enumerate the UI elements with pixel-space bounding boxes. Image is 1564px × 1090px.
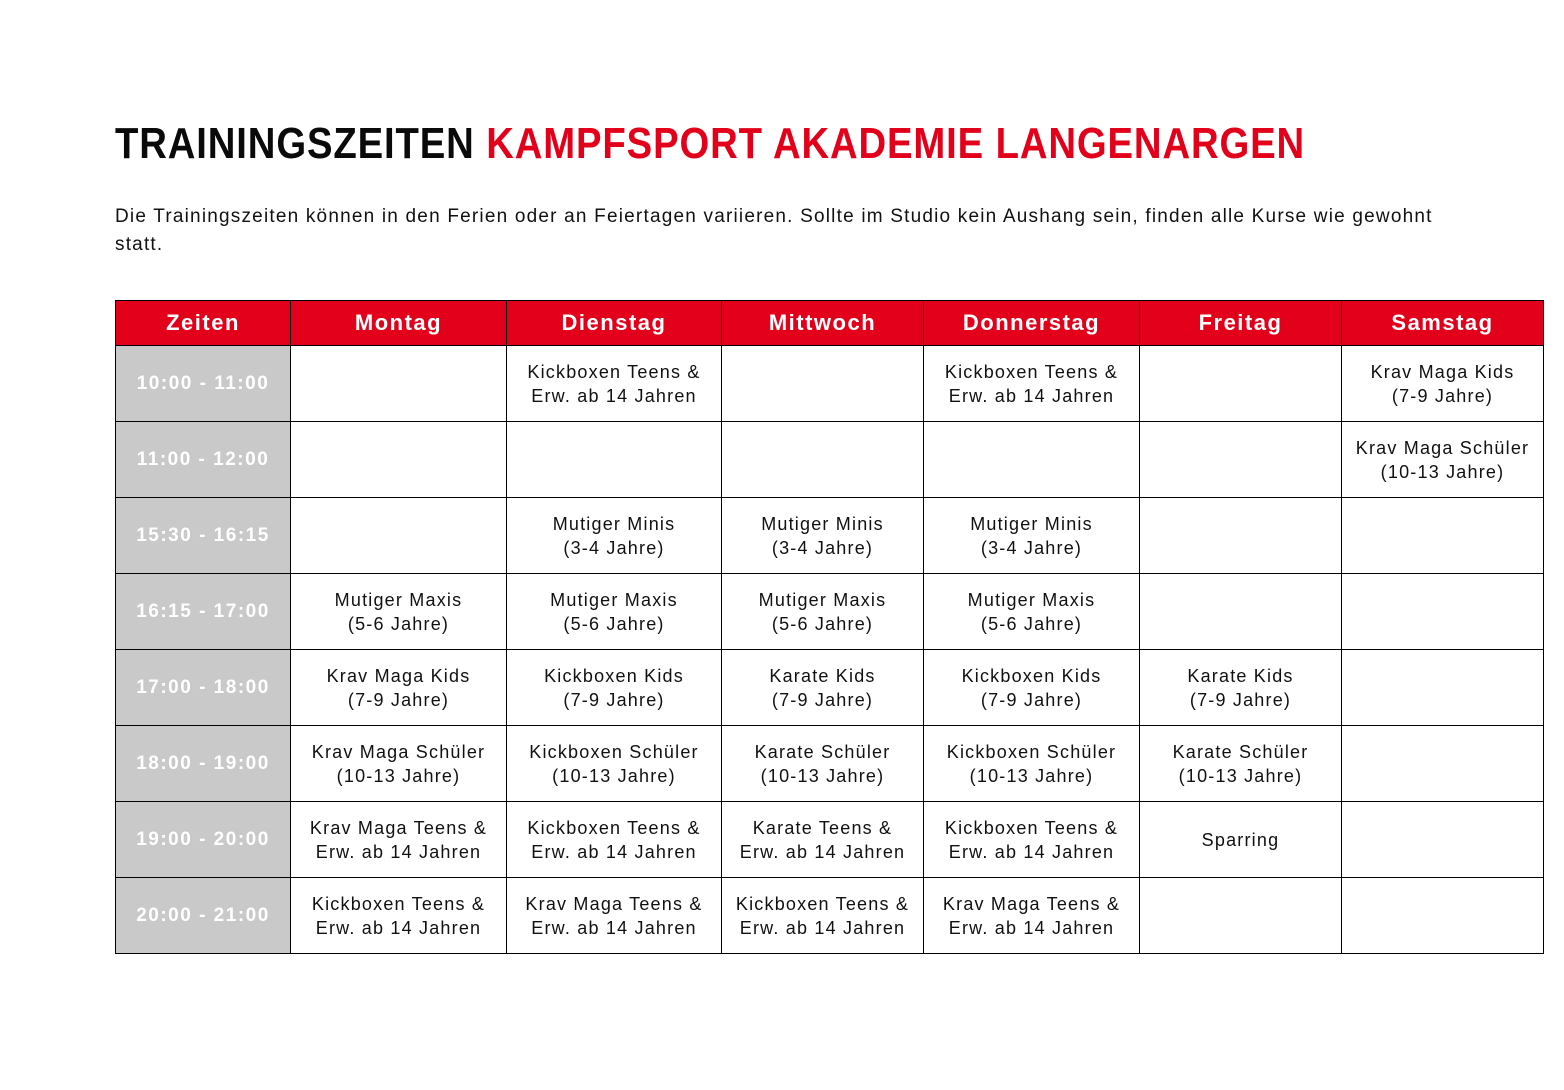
table-row [116, 802, 1544, 878]
class-line: (10-13 Jahre) [336, 765, 461, 786]
class-cell-donnerstag [924, 650, 1140, 726]
time-slot: 16:15 - 17:00 [116, 574, 291, 650]
class-line: Mutiger Minis [970, 513, 1093, 534]
class-cell-mittwoch [722, 802, 924, 878]
class-cell-samstag [1342, 802, 1544, 878]
class-line: Erw. ab 14 Jahren [948, 841, 1115, 862]
class-cell-montag [291, 650, 507, 726]
class-line: Sparring [1201, 829, 1280, 850]
class-cell-samstag [1342, 574, 1544, 650]
header-zeiten: Zeiten [116, 301, 291, 346]
table-row [116, 422, 1544, 498]
class-line: (10-13 Jahre) [552, 765, 676, 786]
class-cell-donnerstag [924, 498, 1140, 574]
class-line: Krav Maga Teens & [942, 893, 1121, 914]
class-cell-freitag [1140, 346, 1342, 422]
class-line: Erw. ab 14 Jahren [948, 917, 1115, 938]
class-line: (10-13 Jahre) [760, 765, 885, 786]
class-line: Karate Schüler [1172, 741, 1309, 762]
class-line: Kickboxen Kids [961, 665, 1102, 686]
schedule-table [115, 300, 1544, 954]
header-montag: Montag [291, 301, 507, 346]
class-line: Kickboxen Schüler [529, 741, 699, 762]
class-cell-dienstag [507, 878, 722, 954]
page-title-academy: KAMPFSPORT AKADEMIE LANGENARGEN [486, 119, 1306, 168]
class-cell-freitag [1140, 726, 1342, 802]
class-cell-dienstag [507, 802, 722, 878]
header-freitag: Freitag [1140, 301, 1342, 346]
class-cell-donnerstag [924, 878, 1140, 954]
class-cell-freitag [1140, 650, 1342, 726]
class-cell-dienstag [507, 498, 722, 574]
class-line: (7-9 Jahre) [771, 689, 874, 710]
class-cell-montag [291, 574, 507, 650]
class-line: Erw. ab 14 Jahren [739, 841, 906, 862]
schedule-header [116, 301, 1544, 346]
class-line: Kickboxen Teens & [735, 893, 910, 914]
class-cell-montag [291, 878, 507, 954]
class-line: Mutiger Maxis [334, 589, 463, 610]
class-cell-montag [291, 346, 507, 422]
class-cell-mittwoch [722, 346, 924, 422]
header-row [116, 301, 1544, 346]
class-cell-donnerstag [924, 574, 1140, 650]
class-cell-mittwoch [722, 574, 924, 650]
class-cell-samstag [1342, 498, 1544, 574]
class-line: Mutiger Maxis [967, 589, 1096, 610]
class-line: Krav Maga Schüler [311, 741, 486, 762]
class-line: Karate Schüler [754, 741, 891, 762]
class-line: (5-6 Jahre) [980, 613, 1083, 634]
class-line: Mutiger Maxis [758, 589, 887, 610]
class-cell-freitag [1140, 422, 1342, 498]
class-line: Erw. ab 14 Jahren [531, 917, 697, 938]
class-line: Krav Maga Kids [1370, 361, 1515, 382]
class-line: Krav Maga Teens & [309, 817, 488, 838]
class-cell-samstag [1342, 878, 1544, 954]
class-cell-donnerstag [924, 726, 1140, 802]
class-cell-mittwoch [722, 498, 924, 574]
class-line: (3-4 Jahre) [980, 537, 1083, 558]
time-slot: 18:00 - 19:00 [116, 726, 291, 802]
page-title [115, 118, 1305, 170]
class-cell-dienstag [507, 346, 722, 422]
class-line: Erw. ab 14 Jahren [948, 385, 1115, 406]
class-line: Kickboxen Teens & [527, 817, 701, 838]
class-cell-dienstag [507, 574, 722, 650]
class-line: (5-6 Jahre) [563, 613, 665, 634]
class-line: (5-6 Jahre) [771, 613, 874, 634]
header-samstag: Samstag [1342, 301, 1544, 346]
class-line: Karate Teens & [752, 817, 893, 838]
class-cell-mittwoch [722, 650, 924, 726]
class-cell-freitag [1140, 498, 1342, 574]
class-line: (7-9 Jahre) [563, 689, 665, 710]
class-line: Kickboxen Schüler [946, 741, 1117, 762]
class-cell-samstag [1342, 346, 1544, 422]
class-cell-freitag [1140, 574, 1342, 650]
intro-text: Die Trainingszeiten können in den Ferien oder an Feiertagen variieren. Sollte im Studio kein Aushang sein, finden alle Kurse wie gewohnt statt. [115, 206, 1433, 255]
class-line: Erw. ab 14 Jahren [531, 841, 697, 862]
class-line: Kickboxen Teens & [944, 817, 1119, 838]
class-cell-montag [291, 802, 507, 878]
time-slot: 20:00 - 21:00 [116, 878, 291, 954]
table-row [116, 498, 1544, 574]
schedule-body [116, 346, 1544, 954]
class-cell-samstag [1342, 650, 1544, 726]
class-line: Kickboxen Kids [544, 665, 684, 686]
class-cell-mittwoch [722, 878, 924, 954]
class-cell-donnerstag [924, 422, 1140, 498]
table-row [116, 650, 1544, 726]
class-line: Mutiger Maxis [550, 589, 678, 610]
class-line: Karate Kids [1187, 665, 1294, 686]
class-line: (7-9 Jahre) [980, 689, 1083, 710]
class-line: (3-4 Jahre) [771, 537, 874, 558]
class-cell-montag [291, 498, 507, 574]
class-cell-freitag [1140, 878, 1342, 954]
class-line: Mutiger Minis [552, 513, 676, 534]
header-mittwoch: Mittwoch [722, 301, 924, 346]
class-line: Kickboxen Teens & [527, 361, 701, 382]
table-row [116, 726, 1544, 802]
header-dienstag: Dienstag [507, 301, 722, 346]
class-cell-montag [291, 726, 507, 802]
class-cell-dienstag [507, 650, 722, 726]
class-cell-donnerstag [924, 346, 1140, 422]
table-row [116, 878, 1544, 954]
class-line: (7-9 Jahre) [1189, 689, 1292, 710]
time-slot: 19:00 - 20:00 [116, 802, 291, 878]
time-slot: 10:00 - 11:00 [116, 346, 291, 422]
class-cell-dienstag [507, 422, 722, 498]
class-line: Karate Kids [769, 665, 876, 686]
table-row [116, 346, 1544, 422]
class-line: Kickboxen Teens & [944, 361, 1119, 382]
class-line: (3-4 Jahre) [563, 537, 665, 558]
class-line: Krav Maga Schüler [1355, 437, 1530, 458]
class-line: Erw. ab 14 Jahren [531, 385, 697, 406]
class-line: Erw. ab 14 Jahren [315, 841, 482, 862]
time-slot: 15:30 - 16:15 [116, 498, 291, 574]
class-cell-montag [291, 422, 507, 498]
class-cell-donnerstag [924, 802, 1140, 878]
class-line: Mutiger Minis [761, 513, 884, 534]
class-cell-samstag [1342, 726, 1544, 802]
class-line: Erw. ab 14 Jahren [739, 917, 906, 938]
time-slot: 11:00 - 12:00 [116, 422, 291, 498]
header-donnerstag: Donnerstag [924, 301, 1140, 346]
class-cell-samstag [1342, 422, 1544, 498]
time-slot: 17:00 - 18:00 [116, 650, 291, 726]
class-cell-dienstag [507, 726, 722, 802]
class-line: (10-13 Jahre) [1178, 765, 1303, 786]
class-line: (7-9 Jahre) [1391, 385, 1494, 406]
class-line: (7-9 Jahre) [347, 689, 450, 710]
class-cell-freitag [1140, 802, 1342, 878]
class-line: (10-13 Jahre) [969, 765, 1094, 786]
class-cell-mittwoch [722, 726, 924, 802]
class-line: (5-6 Jahre) [347, 613, 450, 634]
class-line: (10-13 Jahre) [1380, 461, 1505, 482]
class-line: Krav Maga Teens & [525, 893, 703, 914]
class-cell-mittwoch [722, 422, 924, 498]
class-line: Erw. ab 14 Jahren [315, 917, 482, 938]
class-line: Kickboxen Teens & [311, 893, 486, 914]
table-row [116, 574, 1544, 650]
class-line: Krav Maga Kids [326, 665, 471, 686]
page-title-main: TRAININGSZEITEN [115, 119, 475, 168]
